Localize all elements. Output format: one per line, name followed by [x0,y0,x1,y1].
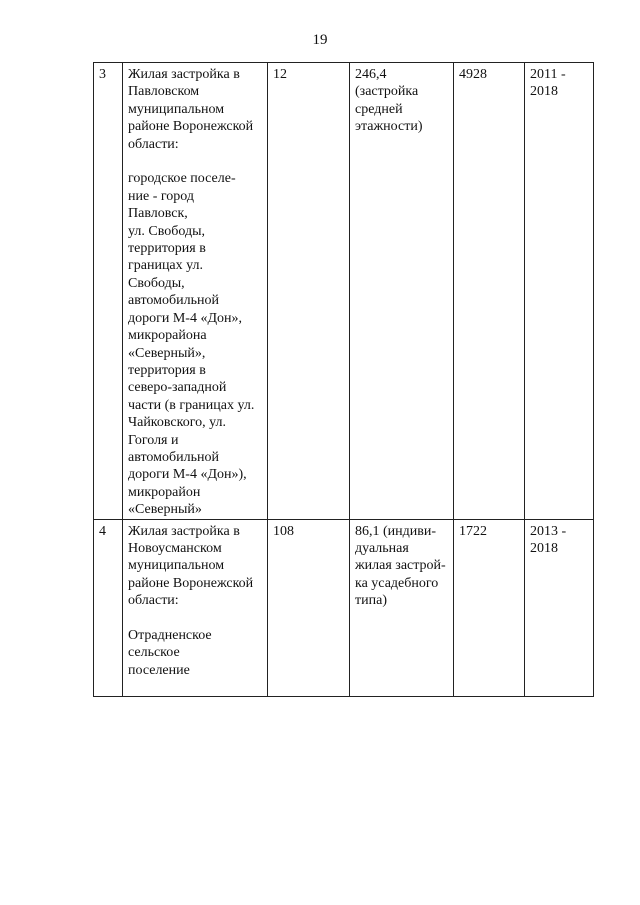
cell-population: 4928 [454,63,525,520]
cell-housing: 246,4 (застройка средней этажности) [350,63,454,520]
cell-object: Жилая застройка в Павловском муниципальном районе Воронежской области: городское поселе- ние - город Павловск, ул. Свободы, территория в границах ул. Свободы, автомобильной дороги М-4 «Дон», микрорайона «Северный», территория в северо-западной части (в границах ул. Чайковского, ул. Гоголя и автомобильной дороги М-4 «Дон»), микрорайон «Северный» [123,63,268,520]
construction-table [93,62,594,697]
table-row [94,519,594,696]
cell-number: 4 [94,519,123,696]
cell-population: 1722 [454,519,525,696]
cell-object: Жилая застройка в Новоусманском муниципальном районе Воронежской области: Отрадненское сельское поселение [123,519,268,696]
cell-number: 3 [94,63,123,520]
cell-area: 108 [268,519,350,696]
cell-housing: 86,1 (индиви- дуальная жилая застрой- ка усадебного типа) [350,519,454,696]
cell-years: 2011 - 2018 [525,63,594,520]
table-row [94,63,594,520]
cell-years: 2013 - 2018 [525,519,594,696]
page-number: 19 [312,32,328,48]
cell-area: 12 [268,63,350,520]
